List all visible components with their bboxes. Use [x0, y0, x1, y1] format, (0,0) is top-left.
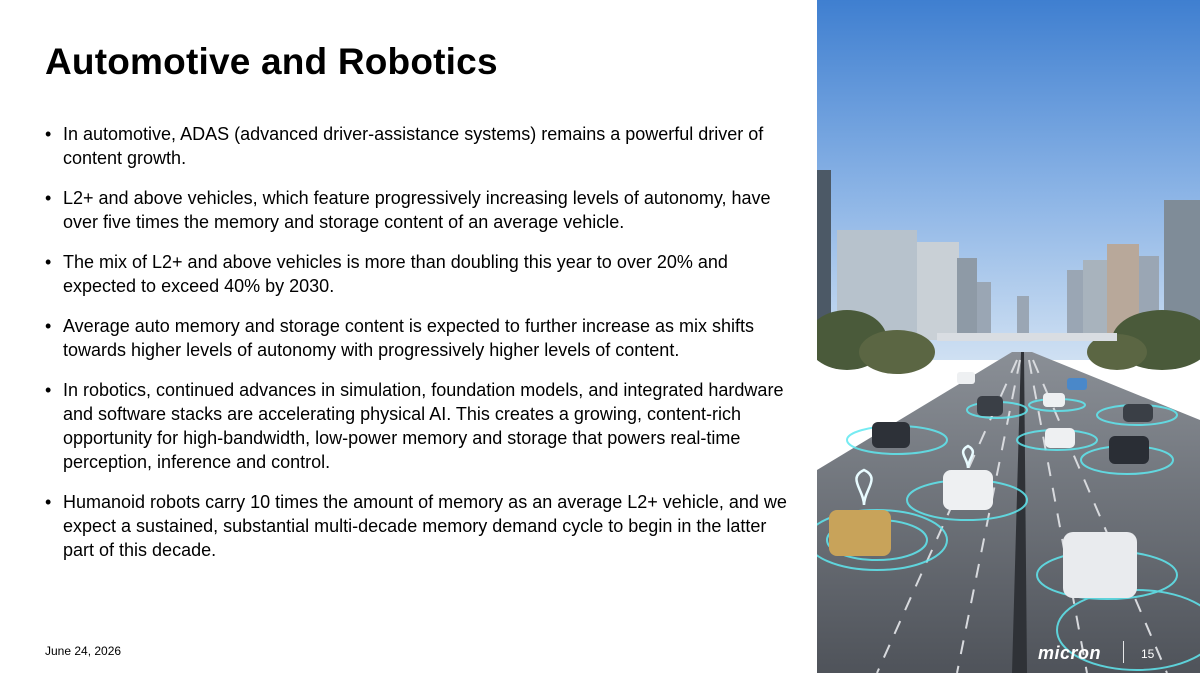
- bullet-marker: •: [45, 252, 52, 272]
- slide-title: Automotive and Robotics: [45, 41, 498, 82]
- bullet-text: L2+ and above vehicles, which feature progressively increasing levels of autonomy, have over five times the memory and storage content of an average vehicle.: [63, 188, 771, 232]
- bullet-marker: •: [45, 124, 52, 144]
- highway-illustration: [817, 0, 1200, 673]
- highway-photo: [817, 0, 1200, 673]
- bullet-text: Average auto memory and storage content is expected to further increase as mix shifts towards higher levels of autonomy with progressively higher levels of content.: [63, 316, 755, 360]
- bullet-item: [45, 122, 795, 170]
- bullet-item: [45, 250, 795, 298]
- bullet-marker: •: [45, 316, 52, 336]
- micron-logo: micron: [1038, 643, 1102, 663]
- page-number: 15: [1141, 647, 1155, 661]
- footer-divider: [1123, 641, 1124, 663]
- bullet-marker: •: [45, 492, 52, 512]
- bullet-item: [45, 314, 795, 362]
- bullet-item: [45, 186, 795, 234]
- bullet-text: The mix of L2+ and above vehicles is more than doubling this year to over 20% and expected to exceed 40% by 2030.: [63, 252, 728, 296]
- overpass: [937, 333, 1117, 341]
- bullet-marker: •: [45, 380, 52, 400]
- bullet-marker: •: [45, 188, 52, 208]
- bullet-item: [45, 490, 795, 562]
- footer-date: June 24, 2026: [45, 644, 122, 658]
- bullet-list: [45, 122, 795, 578]
- bullet-item: [45, 378, 795, 474]
- bullet-text: In automotive, ADAS (advanced driver-assistance systems) remains a powerful driver of content growth.: [63, 124, 764, 168]
- bullet-text: Humanoid robots carry 10 times the amount of memory as an average L2+ vehicle, and we expect a sustained, substantial multi-decade memory demand cycle to begin in the latter part of this decade.: [63, 492, 787, 560]
- bullet-text: In robotics, continued advances in simulation, foundation models, and integrated hardware and software stacks are accelerating physical AI. This creates a growing, content-rich opportunity for high-bandwidth, low-power memory and storage that powers real-time perception, inference and control.: [63, 380, 784, 472]
